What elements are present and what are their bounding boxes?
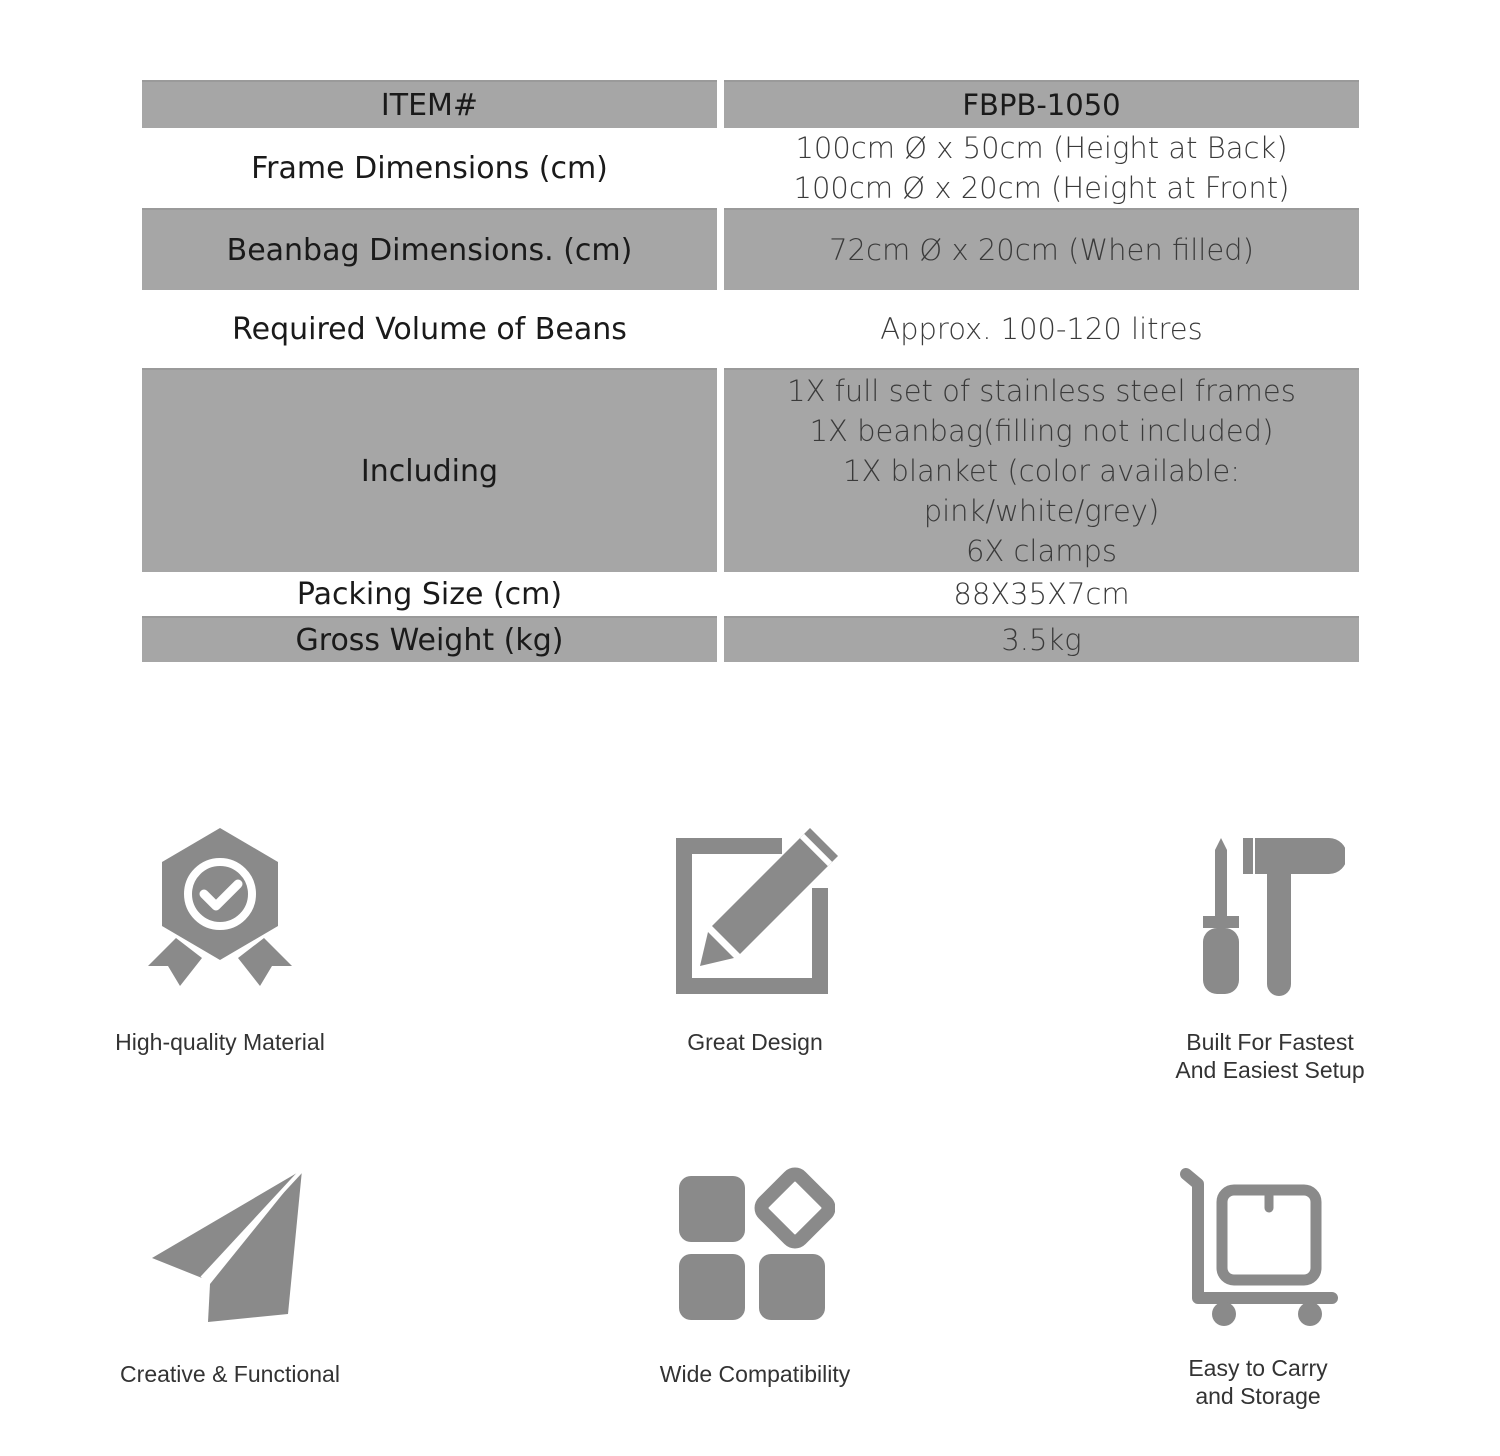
spec-row-frame-dimensions — [142, 128, 1359, 208]
feature-easy-carry — [1118, 1166, 1398, 1410]
feature-wide-compatibility — [615, 1166, 895, 1388]
spec-label: Beanbag Dimensions. (cm) — [142, 208, 717, 290]
value-line: 72cm Ø x 20cm (When filled) — [829, 233, 1254, 267]
edit-pencil-icon — [670, 826, 840, 996]
spec-value — [724, 368, 1359, 572]
feature-creative-functional — [90, 1166, 370, 1388]
paper-plane-icon — [150, 1166, 310, 1326]
feature-label: Easy to Carry and Storage — [1188, 1355, 1328, 1409]
spec-row-including — [142, 368, 1359, 572]
feature-label: Wide Compatibility — [659, 1361, 851, 1387]
spec-row-required-volume — [142, 290, 1359, 368]
value-line: FBPB-1050 — [962, 88, 1121, 122]
spec-label: Required Volume of Beans — [232, 311, 627, 347]
value-line: 100cm Ø x 50cm (Height at Back) — [795, 131, 1288, 165]
feature-great-design — [615, 826, 895, 1056]
feature-high-quality-material — [80, 826, 360, 1056]
spec-value — [724, 208, 1359, 290]
feature-label: High-quality Material — [115, 1029, 325, 1055]
spec-label: Including — [142, 368, 717, 572]
tools-icon — [1195, 836, 1345, 998]
value-line: Approx. 100-120 litres — [880, 312, 1203, 346]
spec-label: Frame Dimensions (cm) — [251, 150, 608, 186]
feature-label: Built For Fastest And Easiest Setup — [1175, 1029, 1365, 1083]
feature-label: Great Design — [687, 1029, 823, 1055]
value-line: 100cm Ø x 20cm (Height at Front) — [793, 171, 1290, 205]
spec-value — [724, 616, 1359, 662]
spec-row-packing-size — [142, 572, 1359, 616]
spec-row-gross-weight — [142, 616, 1359, 662]
spec-header-row — [142, 80, 1359, 128]
award-badge-icon — [140, 826, 300, 992]
value-line: 88X35X7cm — [953, 577, 1130, 611]
spec-label: Gross Weight (kg) — [142, 616, 717, 662]
spec-value — [724, 290, 1359, 368]
hand-truck-box-icon — [1178, 1166, 1338, 1330]
spec-row-beanbag-dimensions — [142, 208, 1359, 290]
value-line: 1X beanbag(filling not included) — [809, 414, 1274, 448]
value-line: 1X blanket (color available: pink/white/grey) — [843, 454, 1240, 528]
spec-header-label: ITEM# — [142, 80, 717, 128]
spec-label: Packing Size (cm) — [296, 576, 563, 612]
value-line: 1X full set of stainless steel frames — [787, 374, 1296, 408]
apps-grid-icon — [675, 1166, 835, 1326]
value-line: 3.5kg — [1001, 623, 1082, 657]
value-line: 6X clamps — [965, 534, 1118, 568]
feature-fast-setup — [1130, 836, 1410, 1084]
spec-value — [724, 572, 1359, 616]
spec-value — [724, 128, 1359, 208]
spec-header-value — [724, 80, 1359, 128]
feature-label: Creative & Functional — [120, 1361, 340, 1387]
spec-table — [142, 80, 1359, 662]
